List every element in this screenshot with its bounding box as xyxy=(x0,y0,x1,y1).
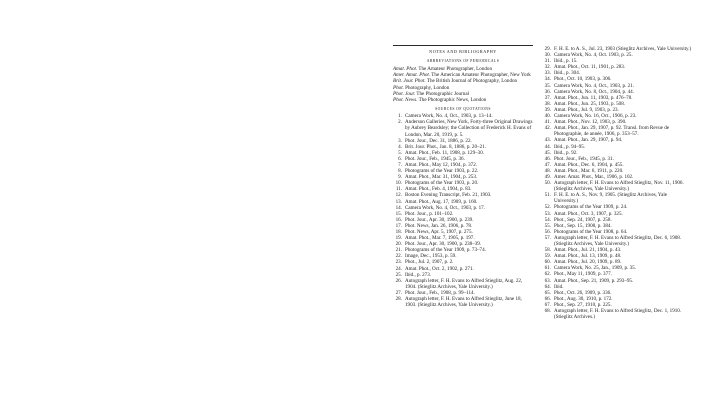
note-number: 48. xyxy=(544,167,551,174)
note-number: 53. xyxy=(544,210,551,217)
note-text: Phot., Jul. 2, 1907, p. 2. xyxy=(405,259,454,266)
note-text: Phot. Jour., Dec. 31, 1886, p. 22. xyxy=(405,137,472,144)
note-text: Ibid., p. 92. xyxy=(554,149,578,156)
note-text: Amat. Phot., Jul. 20, 1909, p. 89. xyxy=(554,259,622,266)
note-text: Phot. Jour., Apr. 30, 1900, p. 238–39. xyxy=(405,241,482,248)
note-number: 38. xyxy=(544,100,551,107)
note-text: Autograph letter, F. H. Evans to Alfred Stieglitz, Aug. 22, 1904. (Stieglitz Archives, Yale University.) xyxy=(405,277,523,290)
note-text: Photograms of the Year 1909, p. 73–74. xyxy=(405,247,486,254)
note-text: Photograms of the Year 1903, p. 22. xyxy=(405,168,479,175)
note-text: Camera Work, No. 4, Oct., 1903, p. 17. xyxy=(405,204,485,211)
note-text: Autograph letter, F. H. Evans to Alfred Stieglitz, Dec. 1, 1910. (Stieglitz Archives.) xyxy=(554,308,682,321)
note-number: 26. xyxy=(395,277,402,284)
note-number: 12. xyxy=(395,192,402,199)
note-text: Anderson Galleries, New York, Forty-three Original Drawings by Aubrey Beardsley; the Collection of Frederick H. Evans of London, Mar. 20, 1919, p. 5. xyxy=(405,119,533,138)
note-text: Phot., Oct. 10, 1903, p. 306. xyxy=(554,76,612,83)
note-number: 17. xyxy=(395,222,402,229)
note-entry xyxy=(393,119,533,137)
note-text: Amat. Phot., Feb. 4, 1904, p. 83. xyxy=(405,186,472,193)
note-text: Autograph letter, F. H. Evans to Alfred Stieglitz, June 18, 1903. (Stieglitz Archives, Yale University.) xyxy=(405,296,522,309)
note-number: 20. xyxy=(395,241,402,248)
note-text: Amat. Phot., May 12, 1904, p. 372. xyxy=(405,161,478,168)
note-number: 57. xyxy=(544,234,551,241)
note-number: 18. xyxy=(395,229,402,235)
note-number: 67. xyxy=(544,301,551,308)
notes-heading: NOTES AND BIBLIOGRAPHY xyxy=(429,49,497,54)
note-text: Phot., Sep. 27, 1910, p. 225. xyxy=(554,301,612,308)
note-text: Autograph letter, F. H. Evans to Alfred Stieglitz, Nov. 11, 1906. (Stieglitz Archives, Yale University.) xyxy=(554,180,684,193)
note-text: Amat. Phot., Dec. 6, 1904, p. 455. xyxy=(554,161,624,168)
note-number: 28. xyxy=(395,296,402,303)
note-text: Phot. Jour., Feb., 1945, p. 36. xyxy=(405,155,465,162)
note-number: 13. xyxy=(395,198,402,205)
note-number: 39. xyxy=(544,106,551,113)
note-text: Amat. Phot., Jun. 11, 1903, p. 476–78. xyxy=(554,94,633,101)
note-number: 29. xyxy=(544,46,551,52)
note-entry xyxy=(542,308,692,320)
note-number: 63. xyxy=(544,277,551,284)
note-number: 15. xyxy=(395,210,402,217)
left-notes-list xyxy=(393,113,533,308)
note-number: 11. xyxy=(395,186,402,193)
note-text: Phot., Sep. 24, 1907, p. 258. xyxy=(554,216,612,223)
note-text: Amat. Phot., Jul. 13, 1909, p. 48. xyxy=(554,253,622,260)
note-entry xyxy=(393,278,533,290)
note-number: 25. xyxy=(395,271,402,278)
note-text: Ibid., p. 15. xyxy=(554,58,578,65)
note-text: Camera Work, No. 4, Oct., 1903, p. 21. xyxy=(554,82,634,89)
note-number: 14. xyxy=(395,204,402,211)
note-text: Amat. Phot., Jul. 21, 1904, p. 43. xyxy=(554,247,622,254)
note-number: 55. xyxy=(544,222,551,229)
note-text: Amat. Phot., Mar. 31, 1904, p. 253. xyxy=(405,174,478,181)
note-number: 54. xyxy=(544,216,551,223)
note-text: Phot. Jour., Apr. 30, 1900, p. 239. xyxy=(405,216,474,223)
abbreviations-heading: ABBREVIATIONS OF PERIODICALS xyxy=(426,59,500,63)
note-text: Phot., Sep. 15, 1908, p. 384. xyxy=(554,222,612,229)
note-text: Camera Work, No. 4, Oct., 1903, p. 13–14. xyxy=(405,113,493,120)
note-number: 8. xyxy=(398,168,402,175)
note-text: Photograms of the Year 1903, p. 20. xyxy=(405,180,479,187)
note-entry xyxy=(542,180,692,192)
abbreviation-term: Phot. xyxy=(393,84,404,91)
note-text: Ibid., p. 304. xyxy=(554,70,581,77)
note-number: 19. xyxy=(395,235,402,242)
note-number: 7. xyxy=(398,161,402,168)
note-number: 58. xyxy=(544,247,551,254)
note-number: 34. xyxy=(544,76,551,83)
note-text: Amat. Phot., Mar. 7, 1905, p. 197. xyxy=(405,235,475,242)
note-number: 1. xyxy=(398,113,402,120)
note-number: 16. xyxy=(395,216,402,223)
note-number: 62. xyxy=(544,271,551,278)
abbreviation-term: Phot. Jour. xyxy=(393,90,416,97)
note-number: 4. xyxy=(398,143,402,150)
note-number: 43. xyxy=(544,137,551,144)
note-text: Boston Evening Transcript, Feb. 21, 1903. xyxy=(405,192,492,199)
note-text: Phot., Oct. 26, 1909, p. 336. xyxy=(554,289,612,296)
note-number: 37. xyxy=(544,94,551,101)
note-number: 45. xyxy=(544,149,551,156)
note-number: 6. xyxy=(398,155,402,162)
note-number: 27. xyxy=(395,289,402,296)
note-text: Amer. Amat. Phot., Mar., 1906, p. 102. xyxy=(554,173,634,180)
note-number: 60. xyxy=(544,259,551,266)
note-number: 10. xyxy=(395,180,402,187)
note-text: Phot. Jour., Feb., 1908, p. 99–114. xyxy=(405,289,475,296)
note-text: Ibid., p. 94–95. xyxy=(554,143,586,150)
abbreviation-term: Amer. Amat. Phot. xyxy=(393,72,431,79)
note-entry xyxy=(393,296,533,308)
note-number: 50. xyxy=(544,180,551,187)
note-number: 36. xyxy=(544,88,551,95)
note-text: Phot., May 11, 1909, p. 377. xyxy=(554,271,612,278)
note-number: 21. xyxy=(395,247,402,254)
note-number: 35. xyxy=(544,82,551,89)
note-text: Amat. Phot., Jun. 25, 1903, p. 508. xyxy=(554,100,626,107)
note-entry xyxy=(542,125,692,137)
note-text: Phot., Aug. 30, 1910, p. 172. xyxy=(554,295,613,302)
note-number: 31. xyxy=(544,58,551,65)
note-text: Photograms of the Year 1908, p. 64. xyxy=(554,228,628,235)
note-text: Ibid. xyxy=(554,283,564,290)
note-text: Amat. Phot., Jan. 29, 1907, p. 94. xyxy=(554,137,623,144)
note-entry xyxy=(542,235,692,247)
note-text: F. H. E. to A. S., Jul. 23, 1903 (Stieglitz Archives, Yale University.) xyxy=(554,46,692,52)
note-text: Camera Work, No. 8, Oct., 1904, p. 44. xyxy=(554,88,634,95)
sources-heading: SOURCES OF QUOTATIONS xyxy=(435,107,491,112)
abbreviation-description: The British Journal of Photography, London xyxy=(425,78,518,85)
note-number: 51. xyxy=(544,192,551,199)
note-text: Amat. Phot., Aug. 17, 1909, p. 160. xyxy=(405,198,478,205)
note-number: 2. xyxy=(398,119,402,126)
note-number: 65. xyxy=(544,289,551,296)
note-number: 30. xyxy=(544,52,551,59)
note-text: Autograph letter, F. H. Evans to Alfred Stieglitz, Dec. 6, 1908. (Stieglitz Archives, Yale University.) xyxy=(554,234,682,247)
note-number: 3. xyxy=(398,137,402,144)
abbreviation-description: The Photographic Journal xyxy=(415,90,470,97)
note-number: 66. xyxy=(544,295,551,302)
note-text: Phot. Jour., Feb., 1945, p. 31. xyxy=(554,155,614,162)
right-notes-list xyxy=(542,46,692,320)
note-number: 56. xyxy=(544,228,551,235)
abbreviation-description: The Amateur Photographer, London xyxy=(417,66,493,72)
note-text: Amat. Phot., Feb. 11, 1908, p. 129–30. xyxy=(405,149,485,156)
note-text: Amat. Phot., Oct. 11, 1901, p. 283. xyxy=(554,64,626,71)
note-number: 59. xyxy=(544,253,551,260)
left-column xyxy=(393,45,533,308)
note-text: Brit. Jour. Phot., Jan. 8, 1886, p. 20–21. xyxy=(405,143,486,150)
abbreviation-description: The Photographic News, London xyxy=(417,97,487,104)
abbreviation-description: Photography, London xyxy=(403,84,450,91)
note-number: 5. xyxy=(398,149,402,156)
note-number: 68. xyxy=(544,308,551,315)
note-number: 52. xyxy=(544,204,551,211)
note-text: Phot. News, Apr. 5, 1907, p. 275. xyxy=(405,229,473,235)
note-text: Amat. Phot., Sep. 21, 1909, p. 293–95. xyxy=(554,277,634,284)
note-number: 32. xyxy=(544,64,551,71)
note-text: Amat. Phot., Jul. 9, 1903, p. 23. xyxy=(554,106,619,113)
note-number: 64. xyxy=(544,283,551,290)
top-rule xyxy=(393,45,533,46)
note-text: Amat. Phot., Oct. 3, 1907, p. 325. xyxy=(554,210,623,217)
note-number: 40. xyxy=(544,113,551,120)
note-number: 33. xyxy=(544,70,551,77)
note-number: 46. xyxy=(544,155,551,162)
note-text: Ibid., p. 273. xyxy=(405,271,432,278)
note-number: 44. xyxy=(544,143,551,150)
abbreviation-term: Brit. Jour. Phot. xyxy=(393,78,426,85)
right-column xyxy=(542,45,692,320)
note-number: 61. xyxy=(544,265,551,272)
note-number: 22. xyxy=(395,253,402,260)
note-entry xyxy=(542,192,692,204)
note-number: 42. xyxy=(544,125,551,132)
abbreviation-description: The American Amateur Photographer, New York xyxy=(430,72,531,79)
note-number: 47. xyxy=(544,161,551,168)
note-text: Phot. News, Jan. 26, 1906, p. 78. xyxy=(405,222,473,229)
note-text: Amat. Phot., Oct. 2, 1902, p. 271. xyxy=(405,265,474,272)
abbreviations-list xyxy=(393,66,533,103)
note-number: 41. xyxy=(544,119,551,126)
note-text: Image, Dec., 1953, p. 59. xyxy=(405,253,457,260)
note-text: Phot. Jour., p. 101–102. xyxy=(405,210,454,217)
abbreviation-term: Amat. Phot. xyxy=(393,66,418,72)
note-number: 49. xyxy=(544,173,551,180)
abbreviation-term: Phot. News. xyxy=(393,97,418,104)
note-number: 9. xyxy=(398,174,402,181)
note-text: Camera Work, No. 16, Oct., 1906, p. 23. xyxy=(554,113,637,120)
note-text: Photograms of the Year 1909, p. 24. xyxy=(554,204,628,211)
note-text: Amat. Phot., Nov. 12, 1903, p. 390. xyxy=(554,119,627,126)
note-text: Camera Work, No. 25, Jan., 1909, p. 35. xyxy=(554,265,636,272)
abbreviation-entry xyxy=(393,97,533,103)
note-text: F. H. E. to A. S., Nov. 9, 1905. (Stieglitz Archives, Yale University.) xyxy=(554,192,668,205)
note-number: 24. xyxy=(395,265,402,272)
note-text: Amat. Phot., Mar. 6, 1911, p. 220. xyxy=(554,167,624,174)
note-number: 23. xyxy=(395,259,402,266)
note-text: Camera Work, No. 4, Oct. 1903, p. 25. xyxy=(554,52,633,59)
note-text: Amat. Phot., Jan. 29, 1907, p. 92. Transl. from Revue de Photographie, 4e année, 1906, p. 353–57. xyxy=(554,125,670,138)
